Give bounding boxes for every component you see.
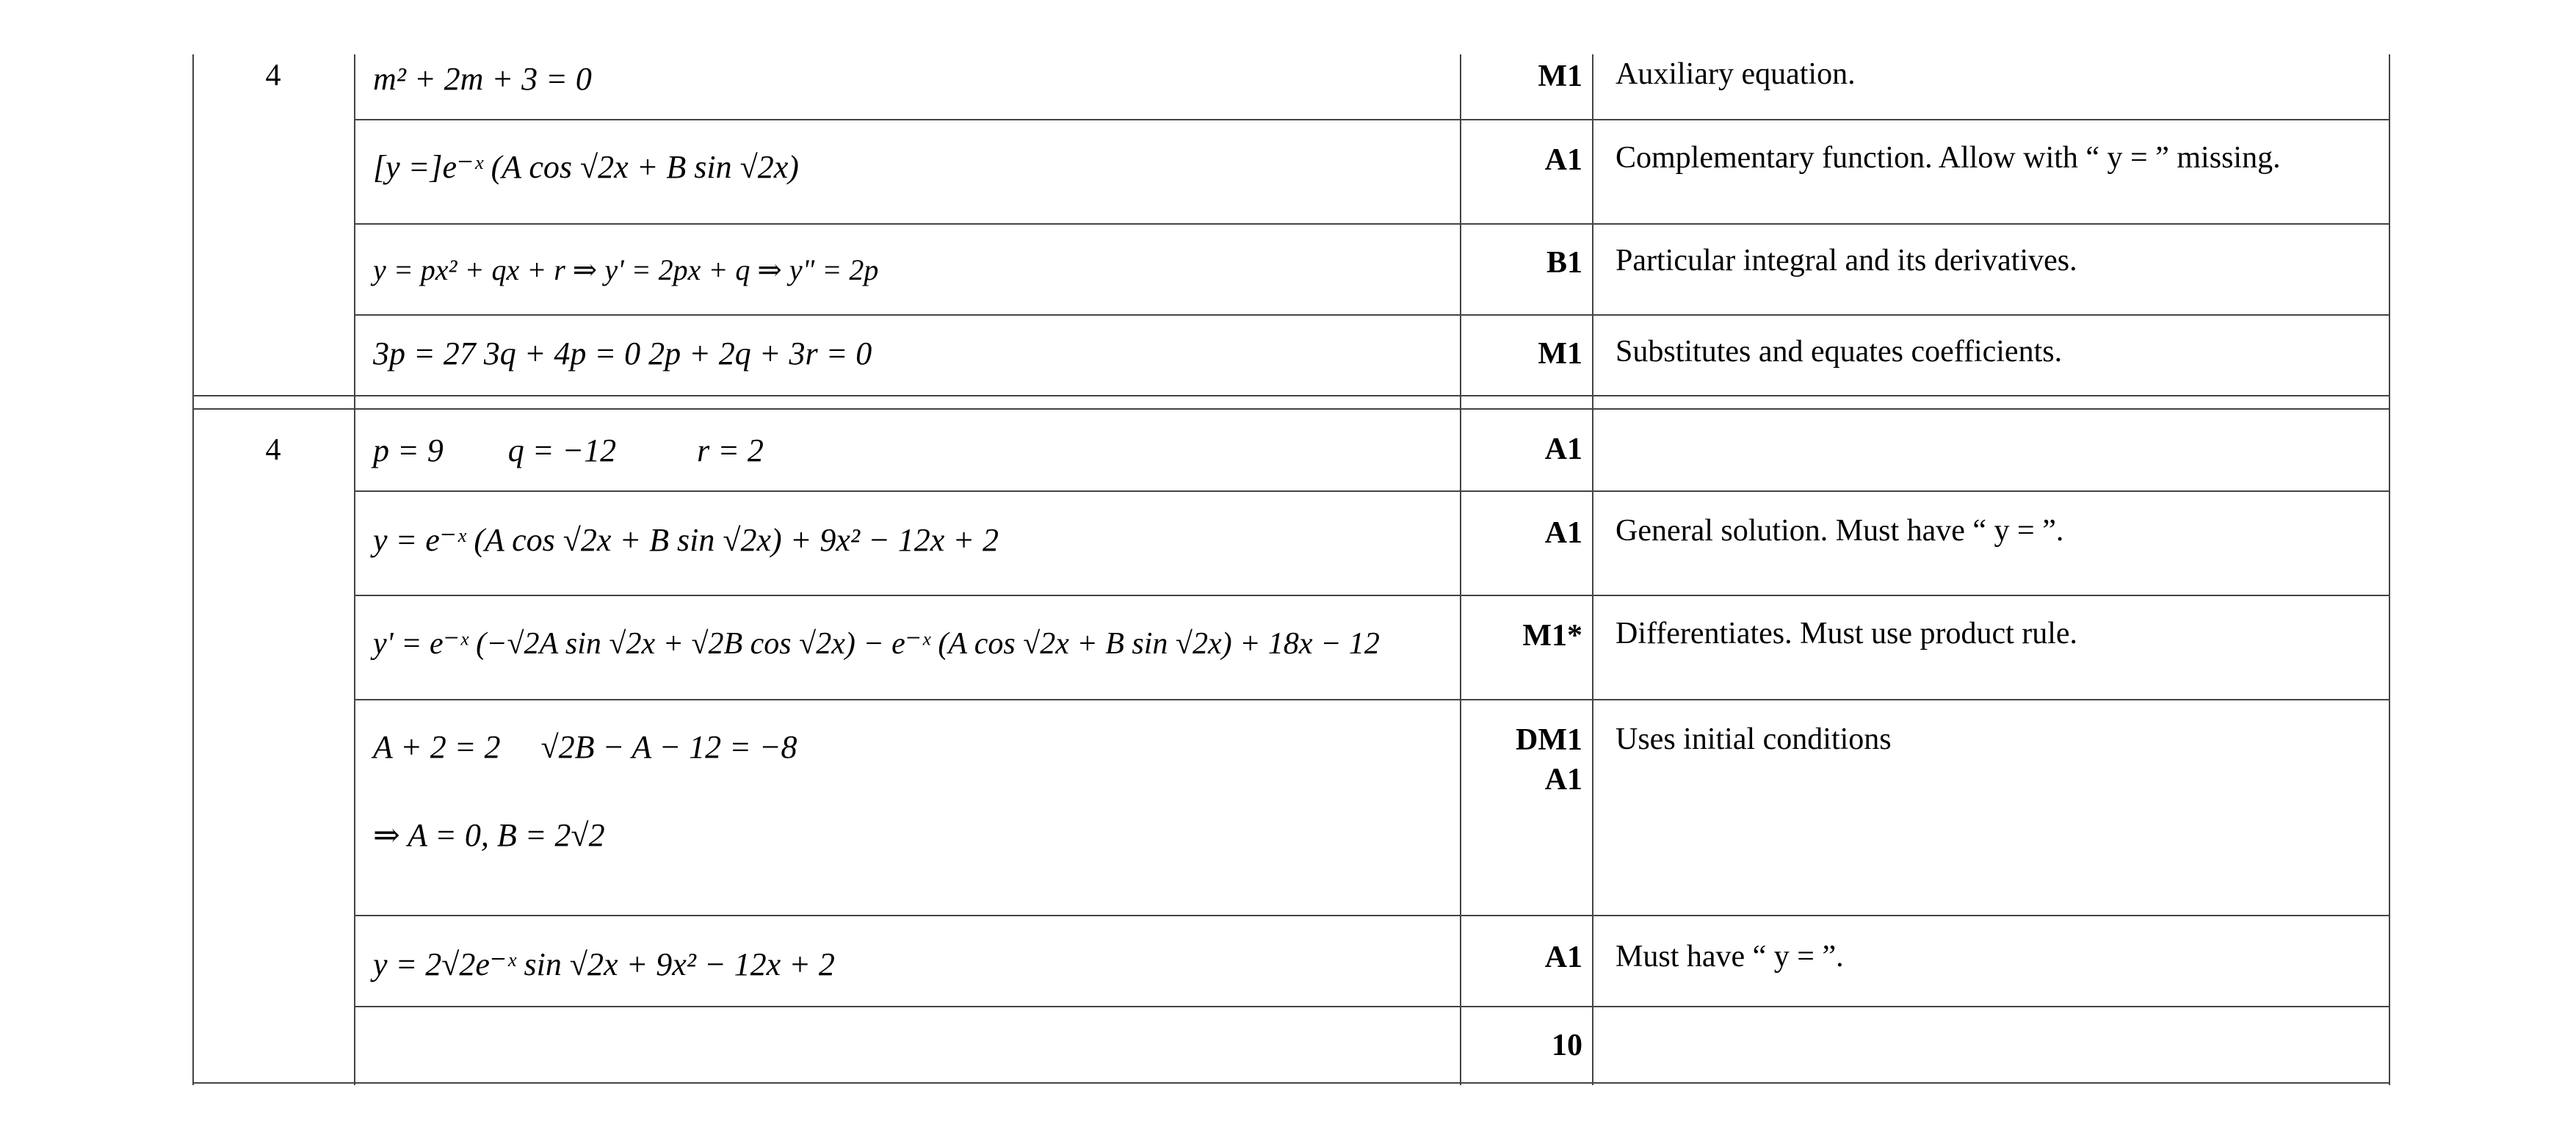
block-separator-top	[192, 395, 2390, 396]
mark-code: A1	[1544, 516, 1582, 550]
working-line: A + 2 = 2 √2B − A − 12 = −8	[373, 729, 797, 765]
mark-note: Particular integral and its derivatives.	[1616, 244, 2077, 278]
working-line: [y =]e⁻ˣ (A cos √2x + B sin √2x)	[373, 149, 799, 185]
mark-note: Auxiliary equation.	[1616, 57, 1856, 91]
working-line: 3p = 27 3q + 4p = 0 2p + 2q + 3r = 0	[373, 336, 872, 372]
table-border-bottom	[192, 1082, 2390, 1084]
table-border-right	[2389, 54, 2390, 1085]
mark-note: Differentiates. Must use product rule.	[1616, 617, 2078, 650]
table-border-left	[192, 54, 194, 1085]
row-divider	[354, 119, 2390, 120]
question-number: 4	[265, 59, 281, 93]
mark-note: Substitutes and equates coefficients.	[1616, 335, 2063, 369]
row-divider	[354, 490, 2390, 492]
row-divider	[354, 1006, 2390, 1007]
mark-code: M1*	[1522, 619, 1582, 653]
mark-code: A1	[1544, 941, 1582, 974]
mark-note: Complementary function. Allow with “ y = ” missing.	[1616, 141, 2281, 175]
mark-code: A1	[1544, 143, 1582, 177]
table-border-col3	[1460, 54, 1461, 1085]
mark-note: Must have “ y = ”.	[1616, 940, 1844, 974]
question-number: 4	[265, 433, 281, 467]
row-divider	[354, 699, 2390, 700]
working-line: y' = e⁻ˣ (−√2A sin √2x + √2B cos √2x) − e⁻ˣ (A cos √2x + B sin √2x) + 18x − 12	[373, 627, 1380, 661]
working-line: y = e⁻ˣ (A cos √2x + B sin √2x) + 9x² − 12x + 2	[373, 522, 999, 558]
working-line: m² + 2m + 3 = 0	[373, 61, 592, 97]
mark-note: General solution. Must have “ y = ”.	[1616, 514, 2064, 548]
table-border-col2	[354, 54, 355, 1085]
working-line: y = px² + qx + r ⇒ y' = 2px + q ⇒ y" = 2p	[373, 253, 879, 286]
mark-code: M1	[1538, 59, 1582, 93]
row-divider	[354, 314, 2390, 316]
row-divider	[354, 223, 2390, 225]
working-line-continued: ⇒ A = 0, B = 2√2	[373, 817, 605, 853]
mark-code: DM1	[1516, 723, 1582, 757]
row-divider	[354, 915, 2390, 916]
block-separator-bottom	[192, 408, 2390, 410]
mark-code: B1	[1546, 246, 1582, 280]
table-border-col4	[1592, 54, 1593, 1085]
mark-code: A1	[1544, 763, 1582, 797]
total-marks: 10	[1552, 1029, 1582, 1062]
mark-code: A1	[1544, 432, 1582, 466]
working-line: p = 9 q = −12 r = 2	[373, 432, 764, 468]
mark-code: M1	[1538, 337, 1582, 371]
mark-note: Uses initial conditions	[1616, 722, 1892, 756]
working-line: y = 2√2e⁻ˣ sin √2x + 9x² − 12x + 2	[373, 946, 835, 982]
row-divider	[354, 595, 2390, 596]
